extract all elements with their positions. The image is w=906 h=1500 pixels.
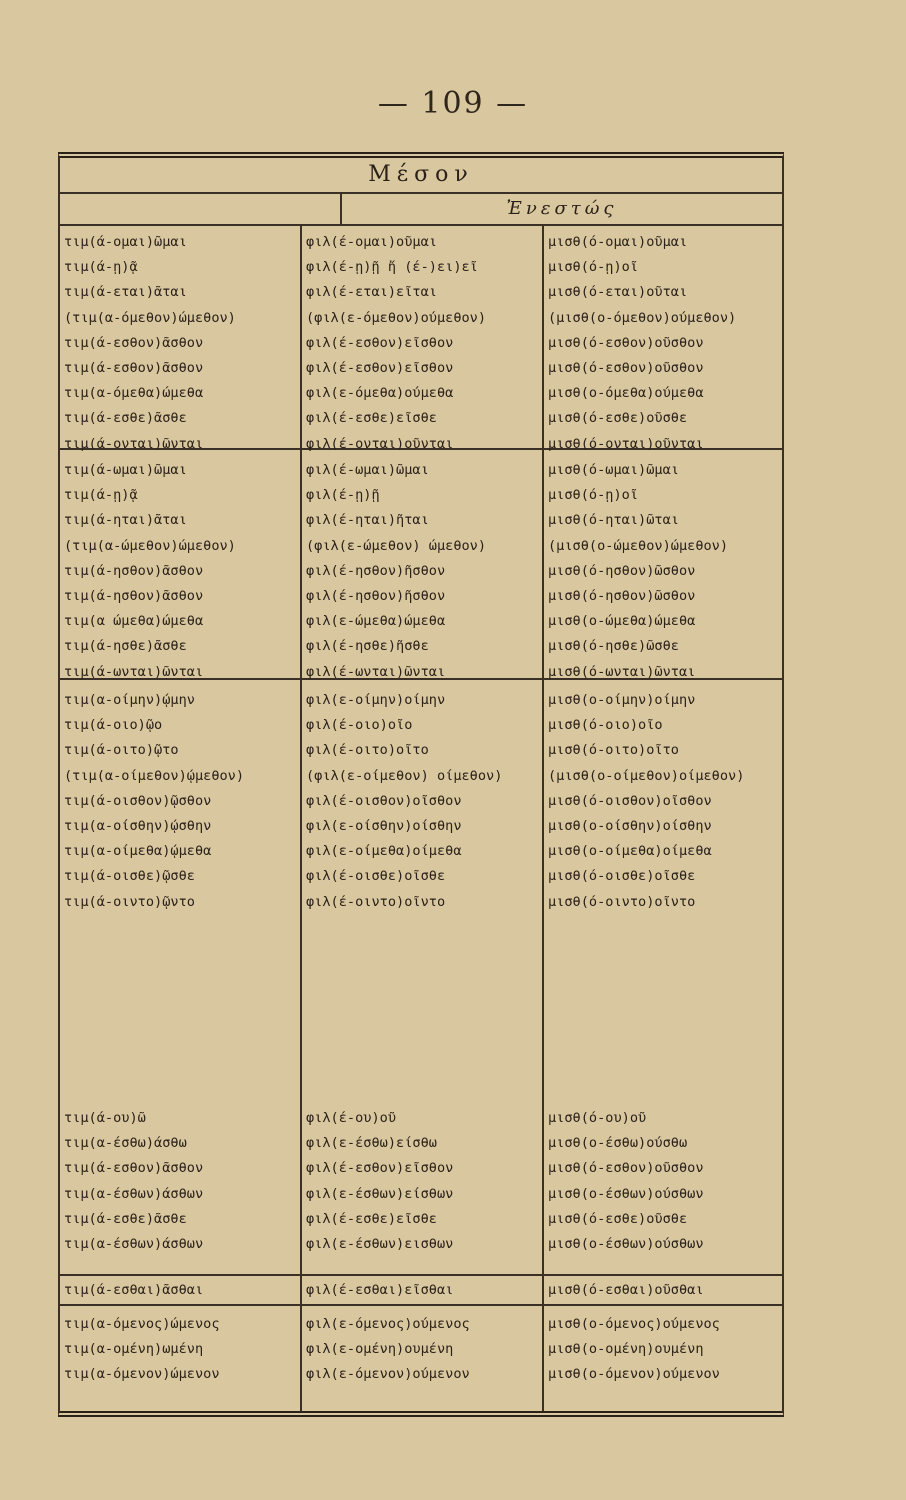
mistho-form: μισθ(ο-ομένη)ουμένη — [548, 1341, 704, 1358]
table-row — [60, 306, 782, 330]
tima-form: τιμ(ά-εσθε)ᾶσθε — [64, 1210, 187, 1227]
phile-form: φιλ(έ-ησθον)ῆσθον — [306, 562, 446, 579]
page-number: — 109 — — [377, 86, 529, 121]
phile-form: φιλ(έ-οιντο)οῖντο — [306, 893, 446, 910]
tima-form: τιμ(ά-οιντο)ῷντο — [64, 893, 195, 910]
phile-form: φιλ(ε-όμενος)ούμενος — [306, 1316, 470, 1332]
section-divider — [60, 1304, 782, 1306]
table-row — [60, 559, 782, 583]
phile-form: φιλ(ε-έσθων)εισθων — [306, 1236, 454, 1252]
mistho-form: μισθ(ο-όμενος)ούμενος — [548, 1316, 720, 1332]
mistho-form: (μισθ(ο-οίμεθον)οίμεθον) — [548, 767, 745, 784]
tima-form: τιμ(ά-ῃ)ᾷ — [64, 259, 138, 276]
voice-heading: Μέσον — [60, 158, 782, 194]
tima-form: τιμ(α-οίσθην)ῴσθην — [64, 818, 212, 834]
table-row — [60, 1278, 782, 1302]
phile-form: φιλ(ε-όμενον)ούμενον — [306, 1366, 470, 1383]
table-row — [60, 255, 782, 279]
table-row — [60, 839, 782, 863]
table-row — [60, 381, 782, 405]
tense-heading: Ἐνεστώς — [340, 194, 782, 224]
mistho-form: μισθ(ό-εσθον)οῦσθον — [548, 1160, 704, 1177]
tima-form: τιμ(ά-οισθε)ῷσθε — [64, 868, 195, 885]
tima-form: τιμ(ά-ῃ)ᾷ — [64, 487, 138, 504]
tima-form: τιμ(ά-ησθον)ᾶσθον — [64, 562, 204, 579]
conjugation-table — [58, 152, 784, 1417]
tima-form: τιμ(ά-ωνται)ῶνται — [64, 663, 204, 680]
mistho-form: μισθ(ό-εσθε)οῦσθε — [548, 410, 688, 427]
table-row — [60, 1207, 782, 1231]
table-row — [60, 1131, 782, 1155]
phile-form: φιλ(έ-ησθον)ῆσθον — [306, 588, 446, 604]
mistho-form: μισθ(ό-εσθον)οῦσθον — [548, 334, 704, 351]
mistho-form: μισθ(ό-εται)οῦται — [548, 284, 688, 301]
phile-form: (φιλ(ε-οίμεθον) οίμεθον) — [306, 767, 503, 784]
table-row — [60, 230, 782, 254]
phile-form: φιλ(έ-εται)εῖται — [306, 284, 437, 301]
phile-form: φιλ(ε-οίμην)οίμην — [306, 692, 446, 708]
phile-form: φιλ(ε-οίσθην)οίσθην — [306, 818, 462, 834]
tima-form: τιμ(α-έσθων)άσθων — [64, 1185, 204, 1202]
mistho-form: μισθ(ό-ονται)οῦνται — [548, 435, 704, 452]
tima-form: τιμ(ά-εσθε)ᾶσθε — [64, 410, 187, 427]
tima-form: τιμ(ά-εσθον)ᾶσθον — [64, 360, 204, 376]
table-row — [60, 864, 782, 888]
table-row — [60, 432, 782, 456]
tima-form: τιμ(ά-ησθε)ᾶσθε — [64, 638, 187, 655]
mistho-form: μισθ(ό-ηται)ῶται — [548, 512, 679, 529]
phile-form: (φιλ(ε-ώμεθον) ώμεθον) — [306, 537, 487, 554]
tima-form: τιμ(α-όμενον)ώμενον — [64, 1366, 220, 1383]
phile-form: φιλ(ε-ομένη)ουμένη — [306, 1341, 454, 1358]
tima-form: τιμ(ά-ωμαι)ῶμαι — [64, 462, 187, 478]
phile-form: φιλ(έ-εσθε)εῖσθε — [306, 1210, 437, 1227]
tima-form: τιμ(α-ομένη)ωμένη — [64, 1341, 204, 1358]
tima-form: τιμ(α-έσθων)άσθων — [64, 1236, 204, 1252]
table-row — [60, 738, 782, 762]
table-row — [60, 634, 782, 658]
phile-form: φιλ(έ-ωνται)ῶνται — [306, 663, 446, 680]
table-row — [60, 280, 782, 304]
mistho-form: μισθ(ό-οιντο)οῖντο — [548, 893, 696, 910]
mistho-form: μισθ(ο-οίμην)οίμην — [548, 692, 696, 708]
table-row — [60, 1337, 782, 1361]
tima-form: (τιμ(α-όμεθον)ώμεθον) — [64, 309, 236, 326]
mistho-form: μισθ(ό-οιτο)οῖτο — [548, 742, 679, 759]
table-row — [60, 688, 782, 712]
table-row — [60, 458, 782, 482]
phile-form: φιλ(έ-ωμαι)ῶμαι — [306, 462, 429, 478]
mistho-form: μισθ(ο-οίσθην)οίσθην — [548, 818, 712, 834]
mistho-form: μισθ(ο-έσθων)ούσθων — [548, 1236, 704, 1252]
phile-form: φιλ(έ-ῃ)ῇ ἤ (έ-)ει)εῖ — [306, 259, 478, 276]
tima-form: τιμ(ά-οιτο)ῷτο — [64, 742, 179, 759]
phile-form: φιλ(ε-έσθω)είσθω — [306, 1135, 437, 1152]
tima-form: τιμ(ά-ηται)ᾶται — [64, 512, 187, 529]
mistho-form: μισθ(ό-οισθον)οῖσθον — [548, 792, 712, 809]
table-row — [60, 609, 782, 633]
phile-form: φιλ(έ-οισθον)οῖσθον — [306, 792, 462, 809]
table-row — [60, 764, 782, 788]
mistho-form: (μισθ(ο-ώμεθον)ώμεθον) — [548, 537, 729, 554]
tima-form: τιμ(ά-ησθον)ᾶσθον — [64, 588, 204, 604]
table-row — [60, 508, 782, 532]
phile-form: φιλ(ε-έσθων)είσθων — [306, 1185, 454, 1202]
tima-form: τιμ(ά-εται)ᾶται — [64, 284, 187, 301]
phile-form: φιλ(έ-οιο)οῖο — [306, 717, 413, 734]
mistho-form: μισθ(ό-ησθον)ῶσθον — [548, 562, 696, 579]
phile-form: φιλ(έ-οιτο)οῖτο — [306, 742, 429, 759]
mistho-form: μισθ(ό-ου)οῦ — [548, 1110, 647, 1126]
mistho-form: μισθ(ο-ώμεθα)ώμεθα — [548, 613, 696, 630]
mistho-form: (μισθ(ο-όμεθον)ούμεθον) — [548, 309, 737, 326]
phile-form: φιλ(έ-ου)οῦ — [306, 1110, 397, 1126]
tima-form: τιμ(ά-ονται)ῶνται — [64, 435, 204, 452]
phile-form: φιλ(έ-εσθον)εῖσθον — [306, 360, 454, 376]
tima-form: τιμ(α-οίμεθα)ῴμεθα — [64, 843, 212, 860]
tima-form: τιμ(ά-οισθον)ῷσθον — [64, 792, 212, 809]
tima-form: τιμ(ά-ομαι)ῶμαι — [64, 234, 187, 250]
mistho-form: μισθ(ό-εσθαι)οῦσθαι — [548, 1282, 704, 1298]
mistho-form: μισθ(ό-οισθε)οῖσθε — [548, 868, 696, 885]
phile-form: φιλ(έ-ηται)ῆται — [306, 512, 429, 529]
mistho-form: μισθ(ό-ωνται)ῶνται — [548, 663, 696, 680]
heading-divider — [60, 224, 782, 226]
phile-form: φιλ(ε-όμεθα)ούμεθα — [306, 385, 454, 402]
table-row — [60, 1362, 782, 1386]
mistho-form: μισθ(ό-ομαι)οῦμαι — [548, 234, 688, 250]
tima-form: τιμ(ά-ου)ῶ — [64, 1110, 146, 1126]
tima-form: τιμ(α-οίμην)ῴμην — [64, 692, 195, 708]
table-row — [60, 814, 782, 838]
tima-form: τιμ(ά-οιο)ῷο — [64, 717, 163, 734]
phile-form: φιλ(ε-ώμεθα)ώμεθα — [306, 613, 446, 630]
tima-form: τιμ(ά-εσθον)ᾶσθον — [64, 1160, 204, 1177]
mistho-form: μισθ(ό-ησθε)ῶσθε — [548, 638, 679, 655]
tima-form: τιμ(ά-εσθαι)ᾶσθαι — [64, 1282, 204, 1298]
table-row — [60, 660, 782, 684]
tima-form: τιμ(α-όμεθα)ώμεθα — [64, 385, 204, 402]
phile-form: φιλ(έ-εσθαι)εῖσθαι — [306, 1282, 454, 1298]
phile-form: φιλ(έ-ομαι)οῦμαι — [306, 234, 437, 250]
phile-form: φιλ(έ-εσθον)εῖσθον — [306, 1160, 454, 1177]
mistho-form: μισθ(ο-οίμεθα)οίμεθα — [548, 843, 712, 860]
table-row — [60, 483, 782, 507]
table-row — [60, 713, 782, 737]
phile-form: φιλ(έ-ησθε)ῆσθε — [306, 638, 429, 655]
phile-form: φιλ(ε-οίμεθα)οίμεθα — [306, 843, 462, 860]
mistho-form: μισθ(ό-ησθον)ῶσθον — [548, 588, 696, 604]
mistho-form: μισθ(ο-έσθω)ούσθω — [548, 1135, 688, 1152]
table-row — [60, 1312, 782, 1336]
mistho-form: μισθ(ό-ῃ)οῖ — [548, 487, 639, 504]
section-divider — [60, 1274, 782, 1276]
phile-form: φιλ(έ-εσθε)εῖσθε — [306, 410, 437, 427]
tima-form: τιμ(ά-εσθον)ᾶσθον — [64, 334, 204, 351]
table-row — [60, 1182, 782, 1206]
phile-form: φιλ(έ-ονται)οῦνται — [306, 435, 454, 452]
mistho-form: μισθ(ο-όμενον)ούμενον — [548, 1366, 720, 1383]
phile-form: (φιλ(ε-όμεθον)ούμεθον) — [306, 309, 487, 326]
table-row — [60, 331, 782, 355]
table-row — [60, 584, 782, 608]
table-row — [60, 1106, 782, 1130]
tima-form: τιμ(α ώμεθα)ώμεθα — [64, 613, 204, 630]
mistho-form: μισθ(ο-έσθων)ούσθων — [548, 1185, 704, 1202]
phile-form: φιλ(έ-οισθε)οῖσθε — [306, 868, 446, 885]
table-row — [60, 356, 782, 380]
table-row — [60, 1156, 782, 1180]
mistho-form: μισθ(ό-εσθον)οῦσθον — [548, 360, 704, 376]
tima-form: τιμ(α-έσθω)άσθω — [64, 1135, 187, 1152]
table-row — [60, 406, 782, 430]
phile-form: φιλ(έ-εσθον)εῖσθον — [306, 334, 454, 351]
table-row — [60, 789, 782, 813]
tima-form: (τιμ(α-οίμεθον)ῴμεθον) — [64, 767, 245, 784]
table-row — [60, 1232, 782, 1256]
tima-form: τιμ(α-όμενος)ώμενος — [64, 1316, 220, 1332]
mistho-form: μισθ(ό-εσθε)οῦσθε — [548, 1210, 688, 1227]
tima-form: (τιμ(α-ώμεθον)ώμεθον) — [64, 537, 236, 554]
table-row — [60, 534, 782, 558]
mistho-form: μισθ(ό-ῃ)οῖ — [548, 259, 639, 276]
phile-form: φιλ(έ-ῃ)ῇ — [306, 487, 380, 504]
mistho-form: μισθ(ο-όμεθα)ούμεθα — [548, 385, 704, 402]
mistho-form: μισθ(ό-ωμαι)ῶμαι — [548, 462, 679, 478]
table-row — [60, 890, 782, 914]
mistho-form: μισθ(ό-οιο)οῖο — [548, 717, 663, 734]
